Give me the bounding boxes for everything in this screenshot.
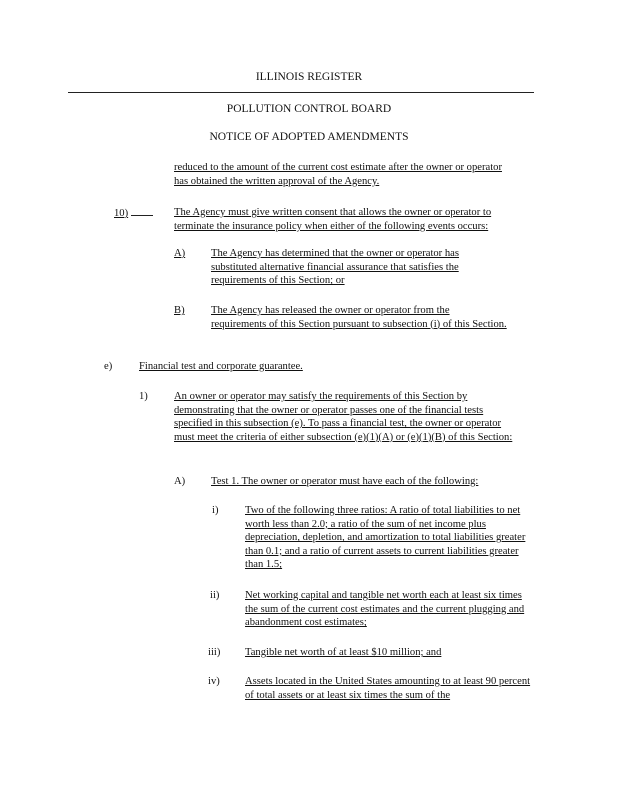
label-A-test: A): [174, 476, 186, 487]
header-rule: [68, 92, 534, 93]
label-B: B): [174, 305, 185, 316]
para-e-text: Financial test and corporate guarantee.: [139, 361, 303, 372]
notice-title: NOTICE OF ADOPTED AMENDMENTS: [209, 131, 409, 143]
label-iv: iv): [208, 676, 220, 687]
label-leader: [131, 206, 153, 216]
label-iii: iii): [208, 647, 221, 658]
label-e: e): [104, 361, 113, 372]
para-i-text: Two of the following three ratios: A ratio of total liabilities to net worth less than 2.0; a ratio of the sum of net income plus depreciation, depletion, and amortization to total liabilities greater than 0.1; and a ratio of current assets to current liabilities greater than 1.5;: [245, 505, 526, 571]
label-1: 1): [139, 391, 148, 402]
carryover-text: reduced to the amount of the current cost estimate after the owner or operator has obtained the written approval of the Agency.: [174, 162, 502, 187]
para-A-test-text: Test 1. The owner or operator must have each of the following:: [211, 476, 479, 487]
label-i: i): [212, 505, 219, 516]
para-1-text: An owner or operator may satisfy the requirements of this Section by demonstrating that the owner or operator passes one of the financial tests specified in this subsection (e). To pass a financial test, the owner or operator must meet the criteria of either subsection (e)(1)(A) or (e)(1)(B) of this Section:: [174, 391, 513, 443]
para-iii-text: Tangible net worth of at least $10 million; and: [245, 647, 442, 658]
para-A-first-text: The Agency has determined that the owner or operator has substituted alternative financial assurance that satisfies the requirements of this Section; or: [211, 248, 459, 287]
para-ii-text: Net working capital and tangible net worth each at least six times the sum of the current cost estimates and the current plugging and abandonment cost estimates;: [245, 590, 525, 629]
para-iv-text: Assets located in the United States amounting to at least 90 percent of total assets or at least six times the sum of the: [245, 676, 531, 701]
label-10: 10): [114, 208, 129, 219]
para-10-text: The Agency must give written consent that allows the owner or operator to terminate the insurance policy when either of the following events occurs:: [174, 207, 492, 232]
label-A-first: A): [174, 248, 186, 259]
para-B-text: The Agency has released the owner or operator from the requirements of this Section pursuant to subsection (i) of this Section.: [211, 305, 507, 330]
register-title: ILLINOIS REGISTER: [255, 71, 363, 83]
board-title: POLLUTION CONTROL BOARD: [226, 103, 392, 115]
label-ii: ii): [210, 590, 220, 601]
